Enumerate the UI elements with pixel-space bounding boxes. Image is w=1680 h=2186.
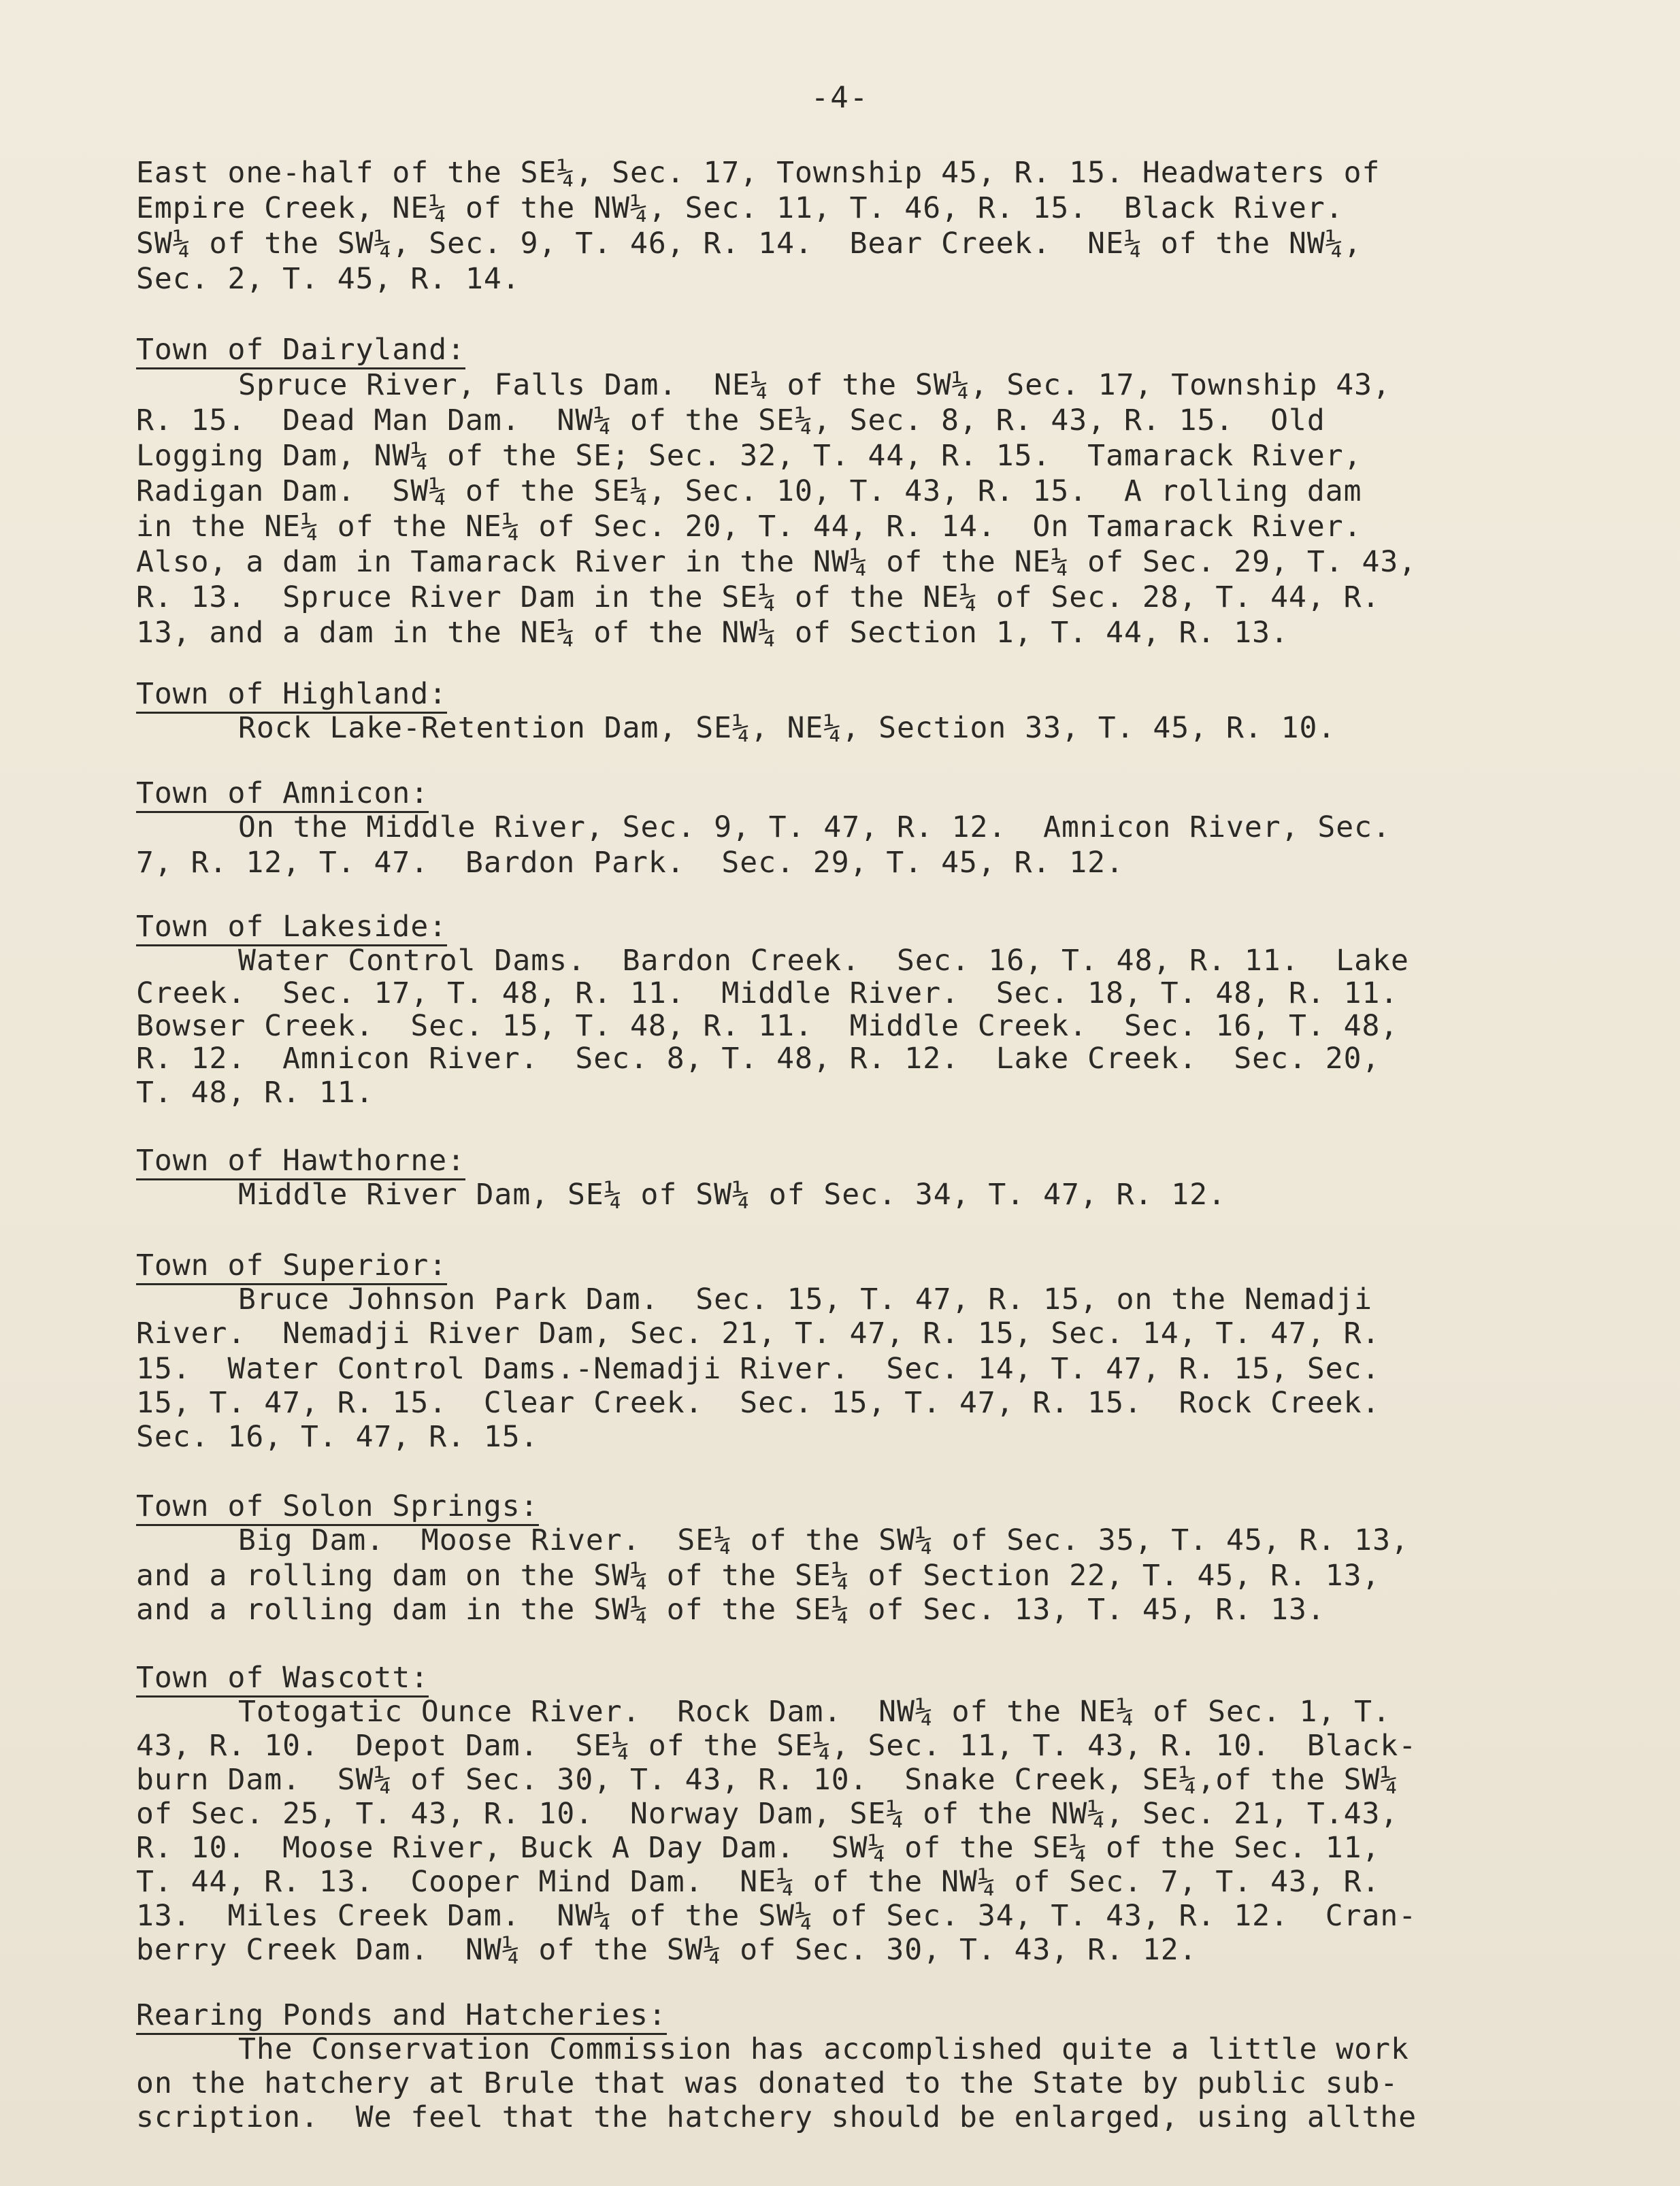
section-line: 43, R. 10. Depot Dam. SE¼ of the SE¼, Sec. 11, T. 43, R. 10. Black- <box>136 1729 1417 1763</box>
section-line: Creek. Sec. 17, T. 48, R. 11. Middle River. Sec. 18, T. 48, R. 11. <box>136 976 1399 1010</box>
section-line: River. Nemadji River Dam, Sec. 21, T. 47, R. 15, Sec. 14, T. 47, R. <box>136 1316 1381 1351</box>
section-line: scription. We feel that the hatchery should be enlarged, using allthe <box>136 2100 1417 2134</box>
intro-line: SW¼ of the SW¼, Sec. 9, T. 46, R. 14. Bear Creek. NE¼ of the NW¼, <box>136 227 1362 261</box>
section-line: R. 15. Dead Man Dam. NW¼ of the SE¼, Sec. 8, R. 43, R. 15. Old <box>136 403 1325 437</box>
section-line: Big Dam. Moose River. SE¼ of the SW¼ of Sec. 35, T. 45, R. 13, <box>238 1523 1409 1557</box>
section-line: Bruce Johnson Park Dam. Sec. 15, T. 47, R. 15, on the Nemadji <box>238 1282 1373 1316</box>
section-line: 13, and a dam in the NE¼ of the NW¼ of Section 1, T. 44, R. 13. <box>136 616 1289 650</box>
section-line: Also, a dam in Tamarack River in the NW¼ of the NE¼ of Sec. 29, T. 43, <box>136 545 1417 579</box>
section-heading-hawthorne: Town of Hawthorne: <box>136 1143 465 1180</box>
section-heading-highland: Town of Highland: <box>136 676 447 714</box>
intro-line: East one-half of the SE¼, Sec. 17, Township 45, R. 15. Headwaters of <box>136 156 1381 190</box>
section-line: On the Middle River, Sec. 9, T. 47, R. 12. Amnicon River, Sec. <box>238 810 1391 844</box>
section-line: The Conservation Commission has accomplished quite a little work <box>238 2032 1409 2066</box>
page-number: -4- <box>810 80 870 115</box>
section-line: Middle River Dam, SE¼ of SW¼ of Sec. 34, T. 47, R. 12. <box>238 1178 1226 1212</box>
section-line: Totogatic Ounce River. Rock Dam. NW¼ of the NE¼ of Sec. 1, T. <box>238 1695 1391 1729</box>
section-line: 7, R. 12, T. 47. Bardon Park. Sec. 29, T. 45, R. 12. <box>136 846 1124 880</box>
section-heading-wascott: Town of Wascott: <box>136 1660 429 1698</box>
section-line: T. 48, R. 11. <box>136 1076 374 1110</box>
section-line: and a rolling dam on the SW¼ of the SE¼ of Section 22, T. 45, R. 13, <box>136 1559 1381 1593</box>
intro-line: Sec. 2, T. 45, R. 14. <box>136 262 521 296</box>
section-line: on the hatchery at Brule that was donated to the State by public sub- <box>136 2066 1399 2100</box>
section-line: 15, T. 47, R. 15. Clear Creek. Sec. 15, T. 47, R. 15. Rock Creek. <box>136 1386 1381 1420</box>
section-heading-solon-springs: Town of Solon Springs: <box>136 1489 539 1526</box>
section-line: berry Creek Dam. NW¼ of the SW¼ of Sec. 30, T. 43, R. 12. <box>136 1933 1198 1967</box>
intro-line: Empire Creek, NE¼ of the NW¼, Sec. 11, T. 46, R. 15. Black River. <box>136 191 1344 225</box>
section-line: R. 12. Amnicon River. Sec. 8, T. 48, R. 12. Lake Creek. Sec. 20, <box>136 1042 1381 1076</box>
section-line: 15. Water Control Dams.-Nemadji River. Sec. 14, T. 47, R. 15, Sec. <box>136 1352 1381 1386</box>
section-heading-lakeside: Town of Lakeside: <box>136 909 447 946</box>
section-line: in the NE¼ of the NE¼ of Sec. 20, T. 44, R. 14. On Tamarack River. <box>136 510 1362 544</box>
section-line: 13. Miles Creek Dam. NW¼ of the SW¼ of Sec. 34, T. 43, R. 12. Cran- <box>136 1899 1417 1933</box>
section-line: and a rolling dam in the SW¼ of the SE¼ of Sec. 13, T. 45, R. 13. <box>136 1593 1325 1627</box>
section-line: burn Dam. SW¼ of Sec. 30, T. 43, R. 10. Snake Creek, SE¼,of the SW¼ <box>136 1763 1399 1797</box>
section-line: Rock Lake-Retention Dam, SE¼, NE¼, Section 33, T. 45, R. 10. <box>238 711 1336 745</box>
section-line: R. 10. Moose River, Buck A Day Dam. SW¼ of the SE¼ of the Sec. 11, <box>136 1831 1381 1865</box>
section-line: of Sec. 25, T. 43, R. 10. Norway Dam, SE¼ of the NW¼, Sec. 21, T.43, <box>136 1797 1399 1831</box>
section-line: T. 44, R. 13. Cooper Mind Dam. NE¼ of the NW¼ of Sec. 7, T. 43, R. <box>136 1865 1381 1899</box>
section-line: Logging Dam, NW¼ of the SE; Sec. 32, T. 44, R. 15. Tamarack River, <box>136 439 1362 473</box>
section-heading-amnicon: Town of Amnicon: <box>136 776 429 813</box>
section-line: Sec. 16, T. 47, R. 15. <box>136 1420 539 1454</box>
section-line: Radigan Dam. SW¼ of the SE¼, Sec. 10, T. 43, R. 15. A rolling dam <box>136 474 1362 508</box>
section-heading-dairyland: Town of Dairyland: <box>136 332 465 369</box>
section-heading-superior: Town of Superior: <box>136 1248 447 1285</box>
section-line: R. 13. Spruce River Dam in the SE¼ of the NE¼ of Sec. 28, T. 44, R. <box>136 580 1381 614</box>
section-heading-rearing-ponds: Rearing Ponds and Hatcheries: <box>136 1998 667 2035</box>
section-line: Bowser Creek. Sec. 15, T. 48, R. 11. Middle Creek. Sec. 16, T. 48, <box>136 1009 1399 1043</box>
section-line: Water Control Dams. Bardon Creek. Sec. 16, T. 48, R. 11. Lake <box>238 944 1409 978</box>
section-line: Spruce River, Falls Dam. NE¼ of the SW¼, Sec. 17, Township 43, <box>238 368 1391 402</box>
